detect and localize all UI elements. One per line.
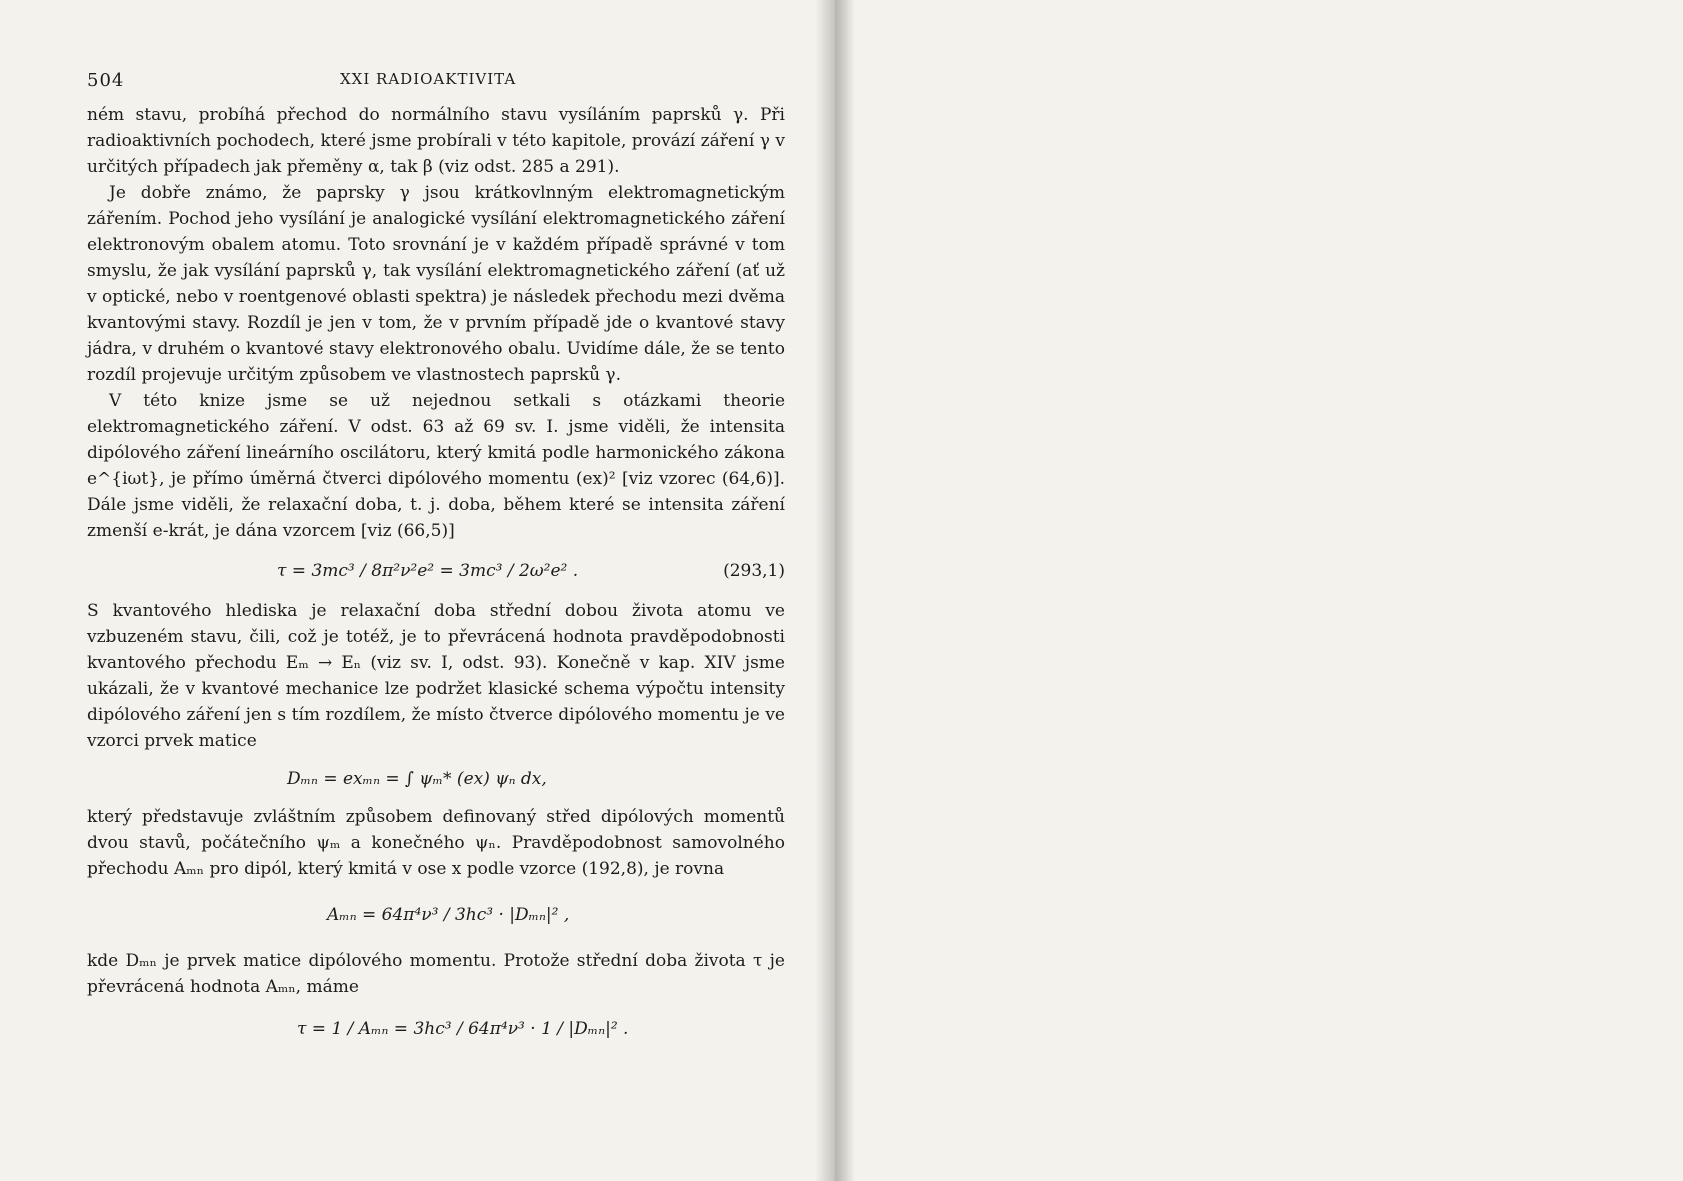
left-body — [87, 102, 785, 1042]
left-equation-4: τ = 1 / Aₘₙ = 3hc³ / 64π⁴ν³ · 1 / |Dₘₙ|² . — [297, 1019, 629, 1039]
left-para-5: který představuje zvláštním způsobem definovaný střed dipólových momentů dvou stavů, počátečního ψₘ a konečného ψₙ. Pravděpodobnost samovolného přechodu Aₘₙ pro dipól, který kmitá v ose x podle vzorce (192,8), je rovna — [87, 807, 785, 879]
left-page — [0, 0, 835, 1181]
left-equation-1-row — [277, 558, 785, 584]
right-page — [835, 0, 1683, 1181]
left-para-3: V této knize jsme se už nejednou setkali s otázkami theorie elektromagnetického záření. V odst. 63 až 69 sv. I. jsme viděli, že intensita dipólového záření lineárního oscilátoru, který kmitá podle harmonického zákona e^{iωt}, je přímo úměrná čtverci dipólového momentu (ex)² [viz vzorec (64,6)]. Dále jsme viděli, že relaxační doba, t. j. doba, během které se intensita záření zmenší e-krát, je dána vzorcem [viz (66,5)] — [87, 391, 785, 541]
left-para-4: S kvantového hlediska je relaxační doba střední dobou života atomu ve vzbuzeném stavu, čili, což je totéž, je to převrácená hodnota pravděpodobnosti kvantového přechodu Eₘ → Eₙ (viz sv. I, odst. 93). Konečně v kap. XIV jsme ukázali, že v kvantové mechanice lze podržet klasické schema výpočtu intensity dipólového záření jen s tím rozdílem, že místo čtverce dipólového momentu je ve vzorci prvek matice — [87, 601, 785, 751]
left-equation-1-number: (293,1) — [723, 561, 785, 581]
left-para-2: Je dobře známo, že paprsky γ jsou krátkovlnným elektromagnetickým zářením. Pochod jeho vysílání je analogické vysílání elektromagnetického záření elektronovým obalem atomu. Toto srovnání je v každém případě správné v tom smyslu, že jak vysílání paprsků γ, tak vysílání elektromagnetického záření (ať už v optické, nebo v roentgenové oblasti spektra) je následek přechodu mezi dvěma kvantovými stavy. Rozdíl je jen v tom, že v prvním případě jde o kvantové stavy jádra, v druhém o kvantové stavy elektronového obalu. Uvidíme dále, že se tento rozdíl projevuje určitým způsobem ve vlastnostech paprsků γ. — [87, 183, 785, 385]
left-page-number: 504 — [87, 70, 125, 91]
left-para-1: ném stavu, probíhá přechod do normálního stavu vysíláním paprsků γ. Při radioaktivních pochodech, které jsme probírali v této kapitole, provází záření γ v určitých případech jak přeměny α, tak β (viz odst. 285 a 291). — [87, 105, 785, 177]
left-equation-2: Dₘₙ = exₘₙ = ∫ ψₘ* (ex) ψₙ dx, — [287, 769, 547, 789]
left-running-head: XXI RADIOAKTIVITA — [340, 70, 517, 88]
left-equation-1: τ = 3mc³ / 8π²ν²e² = 3mc³ / 2ω²e² . — [277, 561, 579, 581]
left-para-6: kde Dₘₙ je prvek matice dipólového momentu. Protože střední doba života τ je převrácená hodnota Aₘₙ, máme — [87, 951, 785, 997]
left-equation-3: Aₘₙ = 64π⁴ν³ / 3hc³ · |Dₘₙ|² , — [327, 905, 570, 925]
